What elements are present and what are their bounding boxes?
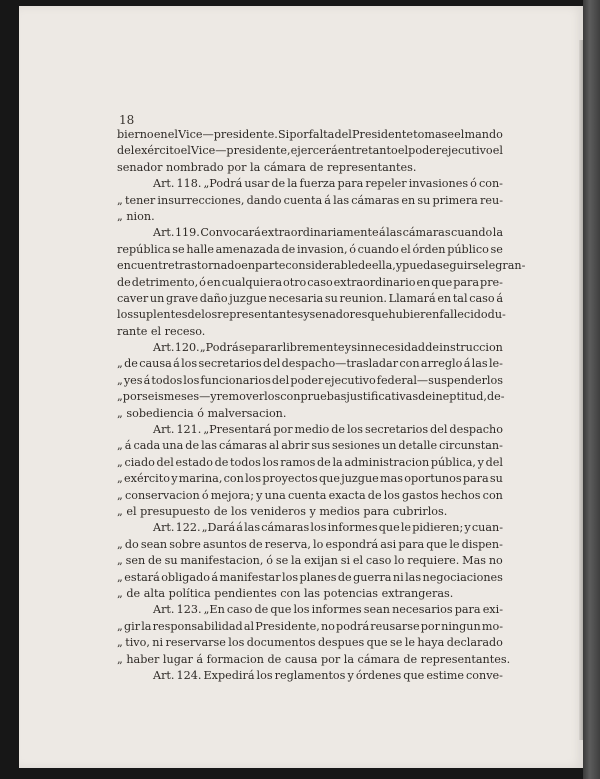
text-line: „ el presupuesto de los venideros y medios para cubrirlos. bbox=[117, 504, 448, 518]
text-line: de detrimento, ó en cualquiera otro caso extraordinario en que para pre- bbox=[117, 275, 503, 289]
text-line: „ gir la responsabilidad al Presidente, no podrá reusarse por ningun mo- bbox=[117, 619, 503, 633]
text-line: „ á cada una de las cámaras al abrir sus sesiones un detalle circunstan- bbox=[117, 439, 503, 453]
text-line: caver un grave daño juzgue necesaria su reunion. Llamará en tal caso á bbox=[117, 291, 503, 305]
text-line: república se halle amenazada de invasion, ó cuando el órden público se bbox=[117, 242, 503, 256]
text-line: Art. 121. „Presentará por medio de los secretarios del despacho bbox=[153, 423, 503, 437]
text-line: „ tivo, ni reservarse los documentos despues que se le haya declarado bbox=[117, 636, 503, 650]
text-line: „ ciado del estado de todos los ramos de la administracion pública, y del bbox=[117, 455, 503, 469]
text-line: „ por seis meses—y removerlos con pruebas justificativas de ineptitud, de- bbox=[117, 390, 505, 404]
text-line: „ haber lugar á formacion de causa por la cámara de representantes. bbox=[117, 652, 511, 666]
text-line: Art. 118. „Podrá usar de la fuerza para repeler invasiones ó con- bbox=[153, 177, 503, 191]
text-line: „ de alta política pendientes con las potencias extrangeras. bbox=[117, 586, 454, 600]
text-line: senador nombrado por la cámara de representantes. bbox=[117, 160, 417, 174]
text-line: „ do sean sobre asuntos de reserva, lo espondrá asi para que le dispen- bbox=[117, 537, 503, 551]
text-line: encuentre trastornado en parte considerable de ella, y pueda seguirsele gran- bbox=[117, 259, 526, 273]
text-line: „ sen de su manifestacion, ó se la exijan si el caso lo requiere. Mas no bbox=[117, 554, 503, 568]
text-line: Art. 119. Convocará extraordinariamente á las cámaras cuando la bbox=[153, 226, 503, 240]
text-line: los suplentes de los representantes y senadores que hubieren fallecido du- bbox=[117, 308, 506, 322]
text-line: „ nion. bbox=[117, 209, 155, 223]
text-line: „ exército y marina, con los proyectos que juzgue mas oportunos para su bbox=[117, 472, 503, 486]
text-line: Art. 123. „En caso de que los informes sean necesarios para exi- bbox=[153, 603, 503, 617]
text-line: Art. 124. Expedirá los reglamentos y órdenes que estime conve- bbox=[153, 668, 503, 682]
text-line: „ conservacion ó mejora; y una cuenta exacta de los gastos hechos con bbox=[117, 488, 503, 502]
text-line: Art. 122. „Dará á las cámaras los informes que le pidieren; y cuan- bbox=[153, 521, 503, 535]
body-text bbox=[117, 127, 526, 684]
text-line: „ de causa á los secretarios del despacho—trasladar con arreglo á las le- bbox=[117, 357, 503, 371]
text-line: bierno en el Vice—presidente. Si por falta del Presidente tomase el mando bbox=[117, 128, 503, 141]
page-number: 18 bbox=[119, 113, 135, 127]
text-line: rante el receso. bbox=[117, 324, 206, 338]
text-line: del exército el Vice—presidente, ejercerá entre tanto el poder ejecutivo el bbox=[117, 144, 503, 158]
text-line: Art. 120. „Podrá separar libremente y sin necesidad de instruccion bbox=[153, 341, 503, 355]
text-line: „ sobediencia ó malversacion. bbox=[117, 406, 287, 420]
text-line: „ yes á todos los funcionarios del poder ejecutivo federal—suspenderlos bbox=[117, 373, 503, 387]
book-spine-shadow bbox=[583, 0, 600, 779]
text-line: „ estará obligado á manifestar los planes de guerra ni las negociaciones bbox=[117, 570, 503, 584]
text-line: „ tener insurrecciones, dando cuenta á las cámaras en su primera reu- bbox=[117, 193, 503, 207]
